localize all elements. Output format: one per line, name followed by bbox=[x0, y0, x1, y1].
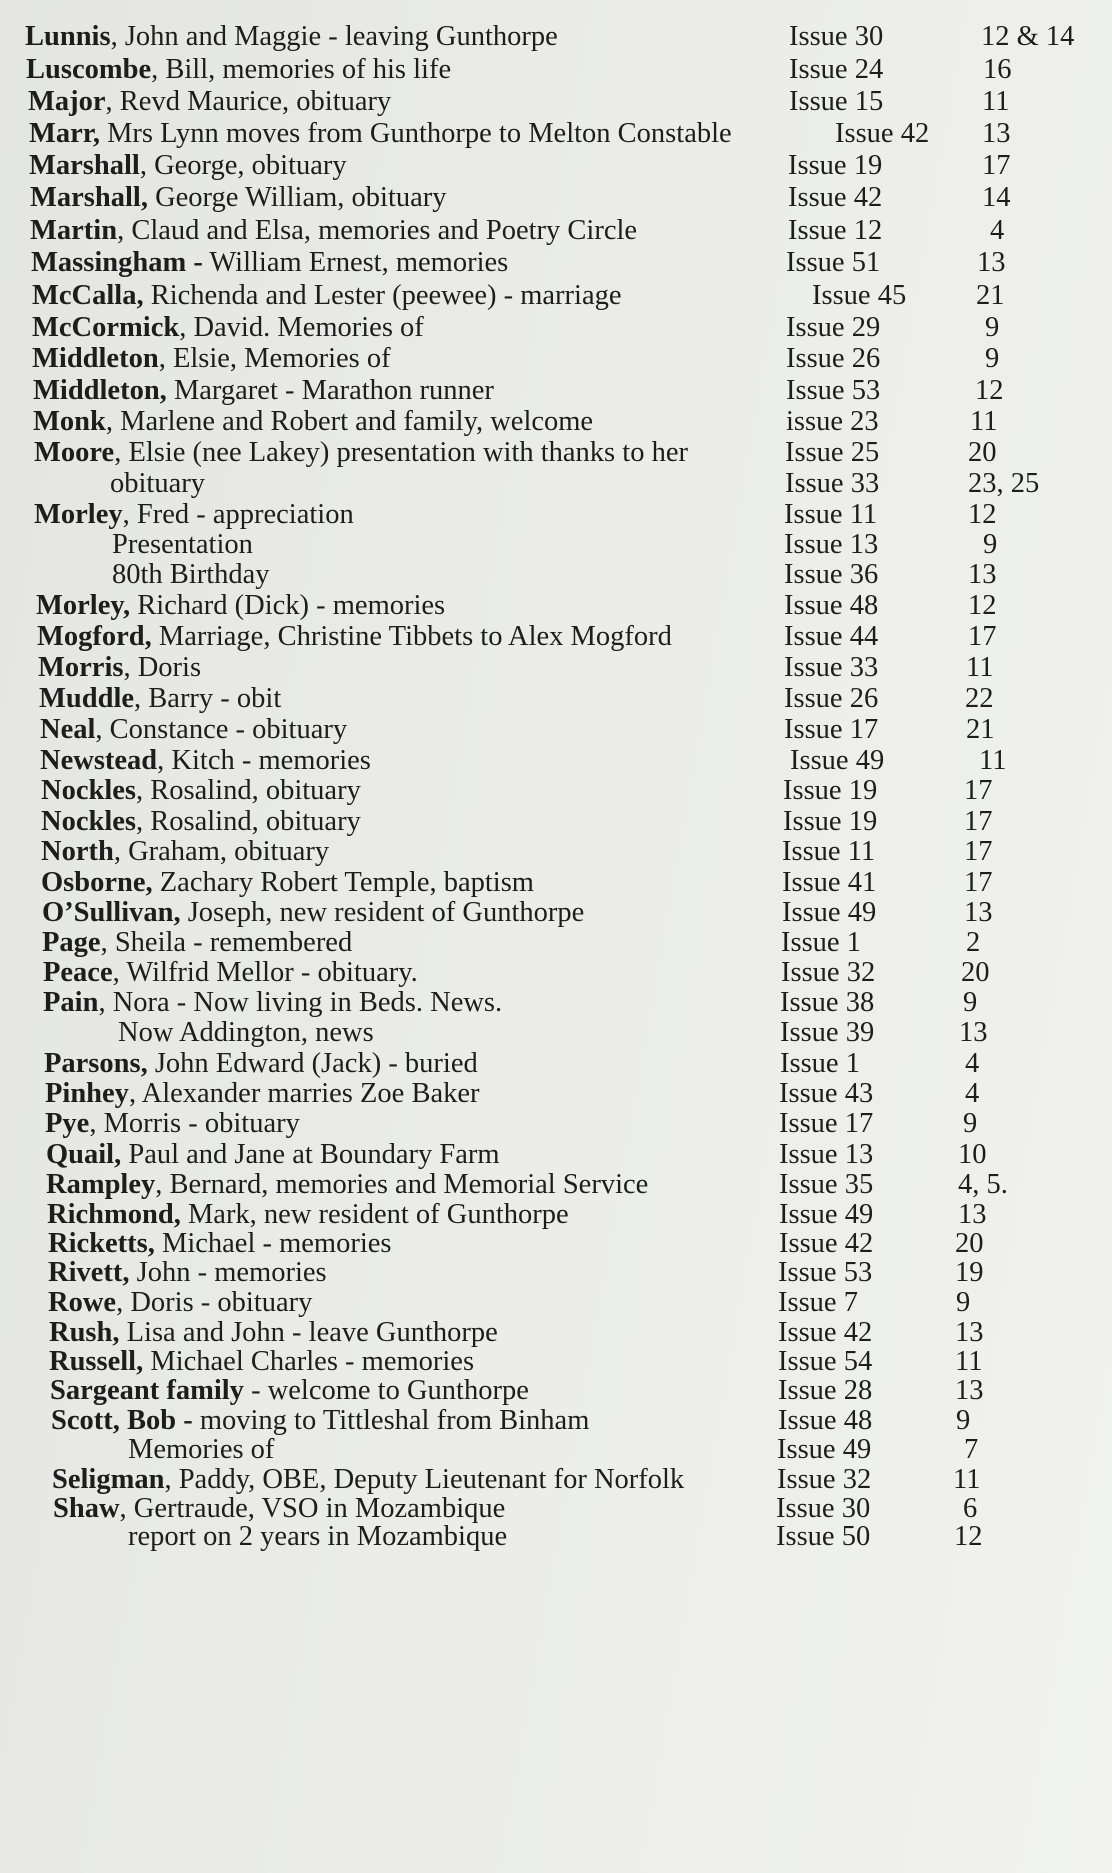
entry-text bbox=[31, 245, 508, 281]
entry-name: Nockles bbox=[41, 775, 136, 806]
issue-number: Issue 33 bbox=[784, 652, 879, 683]
issue-number: Issue 15 bbox=[789, 86, 884, 117]
page-number: 9 bbox=[963, 987, 978, 1018]
index-entry bbox=[0, 341, 1112, 377]
entry-name: Marr, bbox=[29, 118, 100, 149]
issue-number: Issue 30 bbox=[776, 1493, 871, 1524]
entry-name: Osborne, bbox=[41, 867, 153, 898]
entry-description: , Morris - obituary bbox=[89, 1108, 300, 1139]
entry-name: Middleton, bbox=[33, 375, 167, 406]
entry-name: Monk bbox=[33, 406, 106, 437]
entry-description: John Edward (Jack) - buried bbox=[147, 1048, 478, 1079]
entry-name: Morley, bbox=[36, 590, 131, 621]
entry-description: Michael Charles - memories bbox=[143, 1346, 475, 1377]
page-number: 10 bbox=[958, 1139, 987, 1170]
page-number: 13 bbox=[959, 1017, 988, 1048]
issue-number: Issue 25 bbox=[785, 437, 880, 468]
entry-name: Morley bbox=[34, 499, 123, 530]
issue-number: Issue 49 bbox=[790, 745, 885, 776]
entry-text bbox=[32, 278, 622, 314]
entry-name: Richmond, bbox=[47, 1199, 181, 1230]
entry-name: Russell, bbox=[49, 1346, 144, 1377]
entry-name: Parsons, bbox=[44, 1048, 148, 1079]
page-number: 6 bbox=[963, 1493, 978, 1524]
issue-number: issue 23 bbox=[786, 406, 879, 437]
entry-description: Zachary Robert Temple, baptism bbox=[152, 867, 534, 898]
page-number: 13 bbox=[977, 247, 1006, 278]
entry-name: Massingham - bbox=[31, 247, 203, 278]
issue-number: Issue 19 bbox=[788, 150, 883, 181]
entry-description: , Kitch - memories bbox=[157, 745, 371, 776]
page-number: 7 bbox=[964, 1434, 979, 1465]
entry-description: , Revd Maurice, obituary bbox=[105, 86, 392, 117]
issue-number: Issue 13 bbox=[784, 529, 879, 560]
page-number: 2 bbox=[966, 927, 981, 958]
entry-description: George William, obituary bbox=[147, 182, 447, 213]
entry-name: Rush, bbox=[49, 1317, 120, 1348]
entry-name: Middleton bbox=[32, 343, 159, 374]
entry-name: O’Sullivan, bbox=[42, 897, 181, 928]
entry-name: Rampley bbox=[46, 1169, 156, 1200]
page-number: 20 bbox=[961, 957, 990, 988]
issue-number: Issue 38 bbox=[780, 987, 875, 1018]
entry-description: John - memories bbox=[129, 1257, 327, 1288]
issue-number: Issue 24 bbox=[789, 54, 884, 85]
page-number: 11 bbox=[953, 1464, 981, 1495]
entry-name: Marshall bbox=[29, 150, 140, 181]
page-number: 13 bbox=[955, 1317, 984, 1348]
entry-description: , Bernard, memories and Memorial Service bbox=[155, 1169, 649, 1200]
page-number: 4 bbox=[965, 1078, 980, 1109]
entry-text bbox=[29, 116, 732, 152]
page-number: 21 bbox=[976, 280, 1005, 311]
page-number: 17 bbox=[982, 150, 1011, 181]
issue-number: Issue 33 bbox=[785, 468, 880, 499]
entry-name: Martin bbox=[30, 215, 118, 246]
issue-number: Issue 11 bbox=[784, 499, 878, 530]
entry-name: Pinhey bbox=[45, 1078, 129, 1109]
page-number: 11 bbox=[979, 745, 1007, 776]
index-entry bbox=[0, 148, 1112, 184]
entry-text bbox=[32, 341, 391, 377]
entry-name: Nockles bbox=[41, 806, 136, 837]
issue-number: Issue 45 bbox=[812, 280, 907, 311]
issue-number: Issue 19 bbox=[783, 806, 878, 837]
entry-name: Luscombe bbox=[26, 54, 152, 85]
page-number: 9 bbox=[963, 1108, 978, 1139]
index-entry bbox=[0, 245, 1112, 281]
page-number: 12 bbox=[968, 590, 997, 621]
entry-description: Richenda and Lester (peewee) - marriage bbox=[143, 280, 622, 311]
page-number: 19 bbox=[955, 1257, 984, 1288]
entry-description: Lisa and John - leave Gunthorpe bbox=[119, 1317, 498, 1348]
entry-name: Marshall, bbox=[30, 182, 148, 213]
entry-description: , Bill, memories of his life bbox=[151, 54, 452, 85]
entry-description: , George, obituary bbox=[139, 150, 347, 181]
entry-description: Marriage, Christine Tibbets to Alex Mogford bbox=[151, 621, 672, 652]
entry-name: Ricketts, bbox=[48, 1228, 155, 1259]
page-number: 17 bbox=[964, 867, 993, 898]
entry-text bbox=[30, 180, 447, 216]
page-number: 22 bbox=[965, 683, 994, 714]
page-number: 4 bbox=[990, 215, 1005, 246]
entry-name: Seligman bbox=[52, 1464, 165, 1495]
entry-description: Michael - memories bbox=[154, 1228, 392, 1259]
entry-text bbox=[26, 52, 451, 88]
page-number: 9 bbox=[956, 1405, 971, 1436]
issue-number: Issue 48 bbox=[784, 590, 879, 621]
entry-description: , Rosalind, obituary bbox=[136, 806, 361, 837]
entry-name: Pain bbox=[43, 987, 99, 1018]
issue-number: Issue 11 bbox=[782, 836, 876, 867]
entry-description: Presentation bbox=[112, 529, 253, 560]
entry-description: Paul and Jane at Boundary Farm bbox=[121, 1139, 500, 1170]
page-number: 9 bbox=[985, 312, 1000, 343]
entry-name: Scott, Bob - bbox=[51, 1405, 193, 1436]
entry-description: moving to Tittleshal from Binham bbox=[192, 1405, 590, 1436]
page-number: 13 bbox=[982, 118, 1011, 149]
entry-name: Moore bbox=[34, 437, 115, 468]
page-number: 12 bbox=[975, 375, 1004, 406]
issue-number: Issue 44 bbox=[784, 621, 879, 652]
page-number: 4 bbox=[965, 1048, 980, 1079]
issue-number: Issue 48 bbox=[778, 1405, 873, 1436]
index-entry bbox=[0, 1519, 1112, 1555]
page-number: 12 bbox=[968, 499, 997, 530]
entry-description: obituary bbox=[110, 468, 205, 499]
page-number: 11 bbox=[966, 652, 994, 683]
page-number: 11 bbox=[970, 406, 998, 437]
entry-name: North bbox=[41, 836, 114, 867]
entry-name: Newstead bbox=[40, 745, 158, 776]
entry-description: , Rosalind, obituary bbox=[136, 775, 361, 806]
entry-description: William Ernest, memories bbox=[202, 247, 509, 278]
entry-description: Joseph, new resident of Gunthorpe bbox=[180, 897, 585, 928]
issue-number: Issue 7 bbox=[778, 1287, 858, 1318]
issue-number: Issue 17 bbox=[779, 1108, 874, 1139]
issue-number: Issue 19 bbox=[783, 775, 878, 806]
entry-description: Now Addington, news bbox=[118, 1017, 374, 1048]
page-number: 13 bbox=[958, 1199, 987, 1230]
page-number: 12 & 14 bbox=[981, 21, 1075, 52]
issue-number: Issue 32 bbox=[781, 957, 876, 988]
entry-name: Sargeant family bbox=[50, 1375, 244, 1406]
page-number: 13 bbox=[968, 559, 997, 590]
issue-number: Issue 49 bbox=[782, 897, 877, 928]
entry-description: , Elsie, Memories of bbox=[158, 343, 391, 374]
entry-description: Mrs Lynn moves from Gunthorpe to Melton Constable bbox=[99, 118, 732, 149]
entry-description: , John and Maggie - leaving Gunthorpe bbox=[110, 21, 558, 52]
entry-description: , Alexander marries Zoe Baker bbox=[128, 1078, 480, 1109]
entry-name: Morris bbox=[38, 652, 124, 683]
entry-name: Mogford, bbox=[37, 621, 152, 652]
entry-name: Page bbox=[42, 927, 101, 958]
entry-name: Peace bbox=[43, 957, 113, 988]
issue-number: Issue 39 bbox=[780, 1017, 875, 1048]
entry-description: report on 2 years in Mozambique bbox=[128, 1521, 508, 1552]
issue-number: Issue 42 bbox=[835, 118, 930, 149]
entry-text bbox=[30, 213, 637, 249]
issue-number: Issue 1 bbox=[781, 927, 861, 958]
page-number: 4, 5. bbox=[958, 1169, 1008, 1200]
index-entry bbox=[0, 52, 1112, 88]
page-number: 14 bbox=[982, 182, 1011, 213]
index-entry bbox=[0, 180, 1112, 216]
page-number: 9 bbox=[983, 529, 998, 560]
issue-number: Issue 32 bbox=[777, 1464, 872, 1495]
entry-description: - welcome to Gunthorpe bbox=[243, 1375, 529, 1406]
page-number: 13 bbox=[964, 897, 993, 928]
entry-description: , David. Memories of bbox=[179, 312, 424, 343]
page-number: 11 bbox=[955, 1346, 983, 1377]
issue-number: Issue 51 bbox=[786, 247, 881, 278]
entry-description: , Sheila - remembered bbox=[100, 927, 353, 958]
issue-number: Issue 13 bbox=[779, 1139, 874, 1170]
entry-name: Pye bbox=[45, 1108, 90, 1139]
entry-text bbox=[128, 1519, 507, 1555]
page-number: 23, 25 bbox=[968, 468, 1040, 499]
issue-number: Issue 26 bbox=[784, 683, 879, 714]
entry-description: , Nora - Now living in Beds. News. bbox=[98, 987, 503, 1018]
entry-description: , Marlene and Robert and family, welcome bbox=[105, 406, 594, 437]
entry-name: McCalla, bbox=[32, 280, 144, 311]
issue-number: Issue 29 bbox=[786, 312, 881, 343]
entry-description: , Fred - appreciation bbox=[122, 499, 354, 530]
page-number: 17 bbox=[968, 621, 997, 652]
issue-number: Issue 43 bbox=[779, 1078, 874, 1109]
entry-description: , Gertraude, VSO in Mozambique bbox=[119, 1493, 506, 1524]
page-number: 11 bbox=[982, 86, 1010, 117]
page-number: 16 bbox=[983, 54, 1012, 85]
entry-description: , Doris - obituary bbox=[116, 1287, 313, 1318]
entry-description: Mark, new resident of Gunthorpe bbox=[180, 1199, 569, 1230]
page-number: 20 bbox=[955, 1228, 984, 1259]
index-entry bbox=[0, 116, 1112, 152]
issue-number: Issue 42 bbox=[778, 1317, 873, 1348]
entry-name: Rivett, bbox=[48, 1257, 130, 1288]
entry-description: , Barry - obit bbox=[134, 683, 282, 714]
entry-name: Shaw bbox=[53, 1493, 120, 1524]
entry-description: , Doris bbox=[123, 652, 202, 683]
issue-number: Issue 36 bbox=[784, 559, 879, 590]
page-number: 9 bbox=[956, 1287, 971, 1318]
page-number: 17 bbox=[964, 806, 993, 837]
entry-description: , Paddy, OBE, Deputy Lieutenant for Norfolk bbox=[164, 1464, 685, 1495]
index-entry bbox=[0, 84, 1112, 120]
issue-number: Issue 53 bbox=[786, 375, 881, 406]
issue-number: Issue 50 bbox=[776, 1521, 871, 1552]
entry-name: Neal bbox=[40, 714, 96, 745]
entry-name: Lunnis bbox=[25, 21, 111, 52]
issue-number: Issue 53 bbox=[778, 1257, 873, 1288]
issue-number: Issue 35 bbox=[779, 1169, 874, 1200]
entry-text bbox=[25, 19, 558, 55]
page-number: 17 bbox=[964, 775, 993, 806]
issue-number: Issue 41 bbox=[782, 867, 877, 898]
page-number: 20 bbox=[968, 437, 997, 468]
index-entry bbox=[0, 19, 1112, 55]
entry-text bbox=[28, 84, 391, 120]
issue-number: Issue 1 bbox=[780, 1048, 860, 1079]
entry-description: , Elsie (nee Lakey) presentation with thanks to her bbox=[114, 437, 688, 468]
page-number: 17 bbox=[964, 836, 993, 867]
entry-name: McCormick bbox=[32, 312, 180, 343]
issue-number: Issue 12 bbox=[788, 215, 883, 246]
issue-number: Issue 30 bbox=[789, 21, 884, 52]
issue-number: Issue 42 bbox=[779, 1228, 874, 1259]
page-number: 12 bbox=[954, 1521, 983, 1552]
issue-number: Issue 42 bbox=[788, 182, 883, 213]
page-number: 13 bbox=[955, 1375, 984, 1406]
entry-name: Major bbox=[28, 86, 106, 117]
issue-number: Issue 17 bbox=[784, 714, 879, 745]
index-entry bbox=[0, 213, 1112, 249]
entry-name: Rowe bbox=[48, 1287, 117, 1318]
entry-description: , Constance - obituary bbox=[95, 714, 348, 745]
page-number: 21 bbox=[966, 714, 995, 745]
entry-description: Memories of bbox=[128, 1434, 275, 1465]
entry-description: , Claud and Elsa, memories and Poetry Circle bbox=[117, 215, 638, 246]
page-number: 9 bbox=[985, 343, 1000, 374]
entry-name: Muddle bbox=[39, 683, 135, 714]
index-entry bbox=[0, 278, 1112, 314]
entry-description: Richard (Dick) - memories bbox=[130, 590, 446, 621]
issue-number: Issue 49 bbox=[779, 1199, 874, 1230]
entry-description: 80th Birthday bbox=[112, 559, 270, 590]
entry-name: Quail, bbox=[46, 1139, 122, 1170]
entry-description: , Graham, obituary bbox=[113, 836, 330, 867]
issue-number: Issue 28 bbox=[778, 1375, 873, 1406]
entry-text bbox=[29, 148, 347, 184]
issue-number: Issue 26 bbox=[786, 343, 881, 374]
issue-number: Issue 54 bbox=[778, 1346, 873, 1377]
issue-number: Issue 49 bbox=[777, 1434, 872, 1465]
entry-description: Margaret - Marathon runner bbox=[166, 375, 494, 406]
entry-description: , Wilfrid Mellor - obituary. bbox=[112, 957, 418, 988]
